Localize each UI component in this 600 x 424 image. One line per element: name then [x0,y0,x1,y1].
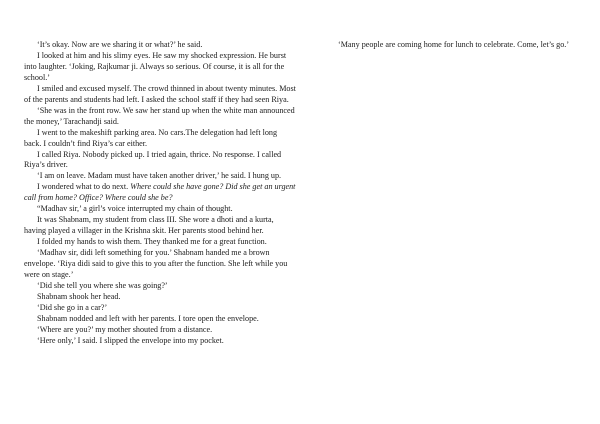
paragraph: Shabnam shook her head. [37,291,121,301]
paragraph: ‘Many people are coming home for lunch to celebrate. Come, let’s go.’ [338,40,570,49]
paragraph: I went to the makeshift parking area. No cars.The delegation had left long back. I couldn’t find Riya’s car either. [24,127,278,148]
paragraph-text: I wondered what to do next. [37,182,131,192]
paragraph: ‘Here only,’ I said. I slipped the envelope into my pocket. [37,335,224,345]
paragraph: I smiled and excused myself. The crowd thinned in about twenty minutes. Most of the parents and students had left. I asked the school staff if they had seen Riya. [24,83,296,104]
paragraph: ‘Where are you?’ my mother shouted from a distance. [37,324,213,334]
right-page [325,40,587,51]
paragraph: It was Shabnam, my student from class III. She wore a dhoti and a kurta, having played a villager in the Krishna skit. Her parents stood behind her. [24,215,274,236]
paragraph: ‘I am on leave. Madam must have taken another driver,’ he said. I hung up. [37,171,282,181]
paragraph [24,182,296,204]
paragraph: ‘Madhav sir, didi left something for you.’ Shabnam handed me a brown envelope. ‘Riya didi said to give this to you after the function. She left while you were on stage.’ [24,248,288,280]
paragraph: “Madhav sir,’ a girl’s voice interrupted my chain of thought. [37,204,233,214]
left-page [24,40,296,347]
paragraph-italic-text: Where could she have gone? Did she get an urgent call from home? Office? Where could she be? [24,182,296,203]
paragraph: ‘It’s okay. Now are we sharing it or what?’ he said. [37,40,203,49]
paragraph: I folded my hands to wish them. They thanked me for a great function. [37,237,267,247]
paragraph: ‘Did she go in a car?’ [37,302,108,312]
paragraph: I looked at him and his slimy eyes. He saw my shocked expression. He burst into laughter. ‘Joking, Rajkumar ji. Always so serious. Of course, it is all for the school.’ [24,50,287,82]
paragraph: Shabnam nodded and left with her parents. I tore open the envelope. [37,313,259,323]
paragraph: I called Riya. Nobody picked up. I tried again, thrice. No response. I called Riya’s driver. [24,149,282,170]
paragraph: ‘She was in the front row. We saw her stand up when the white man announced the money,’ Tarachandji said. [24,105,295,126]
paragraph: ‘Did she tell you where she was going?’ [37,280,168,290]
